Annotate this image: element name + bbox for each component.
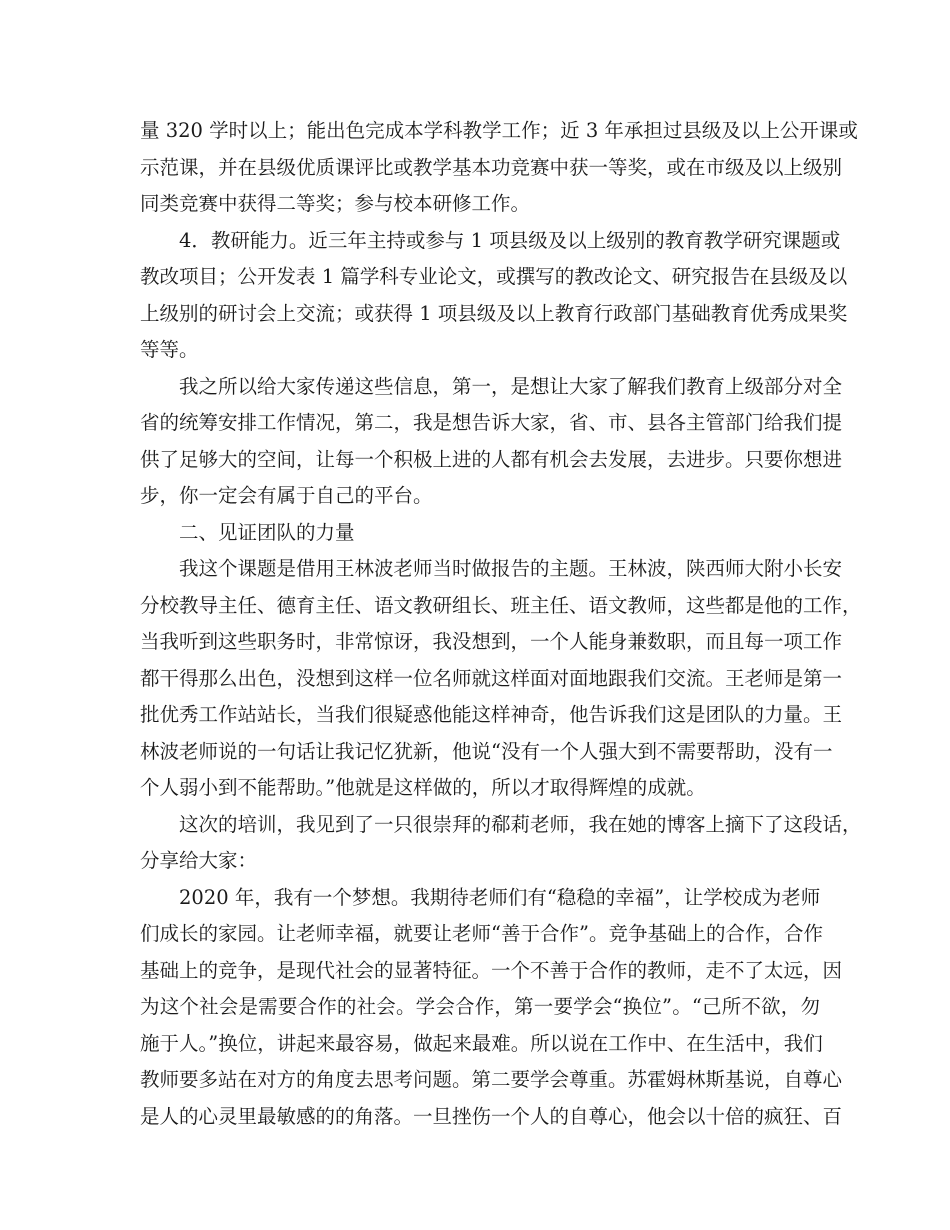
text-line: 批优秀工作站站长，当我们很疑惑他能这样神奇，他告诉我们这是团队的力量。王	[140, 703, 843, 726]
document-body	[140, 113, 862, 1135]
text-line: 为这个社会是需要合作的社会。学会合作，第一要学会“换位”。“己所不欲，勿	[140, 995, 820, 1018]
section-heading: 二、见证团队的力量	[179, 520, 355, 544]
text-line: 林波老师说的一句话让我记忆犹新，他说“没有一个人强大到不需要帮助，没有一	[140, 739, 833, 763]
text-line: 上级别的研讨会上交流；或获得 1 项县级及以上教育行政部门基础教育优秀成果奖	[140, 301, 848, 325]
text-line: 等等。	[140, 338, 199, 361]
text-line: 当我听到这些职务时，非常惊讶，我没想到，一个人能身兼数职，而且每一项工作	[140, 630, 843, 653]
text-line: 是人的心灵里最敏感的的角落。一旦挫伤一个人的自尊心，他会以十倍的疯狂、百	[140, 1104, 843, 1128]
text-line: 我这个课题是借用王林波老师当时做报告的主题。王林波，陕西师大附小长安	[179, 557, 843, 580]
text-line: 步，你一定会有属于自己的平台。	[140, 484, 433, 507]
text-line: 这次的培训，我见到了一只很崇拜的郗莉老师，我在她的博客上摘下了这段话，	[179, 812, 862, 836]
text-line: 我之所以给大家传递这些信息，第一，是想让大家了解我们教育上级部分对全	[179, 374, 843, 398]
text-line: 4．教研能力。近三年主持或参与 1 项县级及以上级别的教育教学研究课题或	[179, 228, 841, 252]
text-line: 个人弱小到不能帮助。”他就是这样做的，所以才取得辉煌的成就。	[140, 776, 706, 799]
text-line: 2020 年，我有一个梦想。我期待老师们有“稳稳的幸福”，让学校成为老师	[179, 885, 821, 909]
text-line: 施于人。”换位，讲起来最容易，做起来最难。所以说在工作中、在生活中，我们	[140, 1031, 823, 1055]
text-line: 分享给大家：	[140, 849, 258, 872]
text-line: 基础上的竞争，是现代社会的显著特征。一个不善于合作的教师，走不了太远，因	[140, 958, 843, 982]
text-line: 们成长的家园。让老师幸福，就要让老师“善于合作”。竞争基础上的合作，合作	[140, 922, 823, 945]
text-line: 教师要多站在对方的角度去思考问题。第二要学会尊重。苏霍姆林斯基说，自尊心	[140, 1068, 843, 1091]
text-line: 分校教导主任、德育主任、语文教研组长、班主任、语文教师，这些都是他的工作，	[140, 593, 862, 617]
text-line: 示范课，并在县级优质课评比或教学基本功竞赛中获一等奖，或在市级及以上级别	[140, 155, 843, 179]
text-line: 教改项目；公开发表 1 篇学科专业论文，或撰写的教改论文、研究报告在县级及以	[140, 265, 848, 288]
text-line: 都干得那么出色，没想到这样一位名师就这样面对面地跟我们交流。王老师是第一	[140, 666, 843, 690]
text-line: 省的统筹安排工作情况，第二，我是想告诉大家，省、市、县各主管部门给我们提	[140, 411, 843, 434]
text-line: 量 320 学时以上；能出色完成本学科教学工作；近 3 年承担过县级及以上公开课或	[140, 119, 858, 142]
text-line: 供了足够大的空间，让每一个积极上进的人都有机会去发展，去进步。只要你想进	[140, 447, 843, 471]
text-line: 同类竞赛中获得二等奖；参与校本研修工作。	[140, 192, 531, 215]
